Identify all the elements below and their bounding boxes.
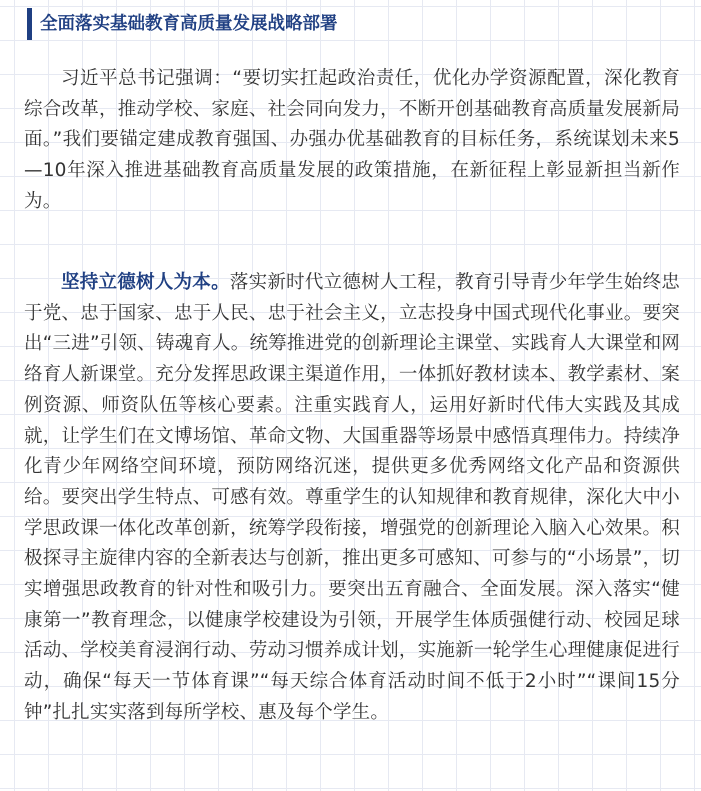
intro-paragraph: 习近平总书记强调：“要切实扛起政治责任，优化办学资源配置，深化教育综合改革，推动学校、家庭、社会同向发力，不断开创基础教育高质量发展新局面。”我们要锚定建成教育强国、办强办优基础教育的目标任务，系统谋划未来5—10年深入推进基础教育高质量发展的政策措施，在新征程上彰显新担当新作为。 (24, 68, 680, 212)
paragraph-body: 落实新时代立德树人工程，教育引导青少年学生始终忠于党、忠于国家、忠于人民、忠于社会主义，立志投身中国式现代化事业。要突出“三进”引领、铸魂育人。统筹推进党的创新理论主课堂、实践育人大课堂和网络育人新课堂。充分发挥思政课主渠道作用，一体抓好教材读本、教学素材、案例资源、师资队伍等核心要素。注重实践育人，运用好新时代伟大实践及其成就，让学生们在文博场馆、革命文物、大国重器等场景中感悟真理伟力。持续净化青少年网络空间环境，预防网络沉迷，提供更多优秀网络文化产品和资源供给。要突出学生特点、可感有效。尊重学生的认知规律和教育规律，深化大中小学思政课一体化改革创新，统筹学段衔接，增强党的创新理论入脑入心效果。积极探寻主旋律内容的全新表达与创新，推出更多可感知、可参与的“小场景”，切实增强思政教育的针对性和吸引力。要突出五育融合、全面发展。深入落实“健康第一”教育理念，以健康学校建设为引领，开展学生体质强健行动、校园足球活动、学校美育浸润行动、劳动习惯养成计划，实施新一轮学生心理健康促进行动，确保“每天一节体育课”“每天综合体育活动时间不低于2小时”“课间15分钟”扎扎实实落到每所学校、惠及每个学生。 (24, 272, 680, 723)
section-heading-bar (27, 8, 32, 40)
paragraph-lead: 坚持立德树人为本。 (61, 272, 230, 293)
section-heading: 全面落实基础教育高质量发展战略部署 (40, 14, 338, 34)
moral-education-paragraph (24, 268, 680, 729)
